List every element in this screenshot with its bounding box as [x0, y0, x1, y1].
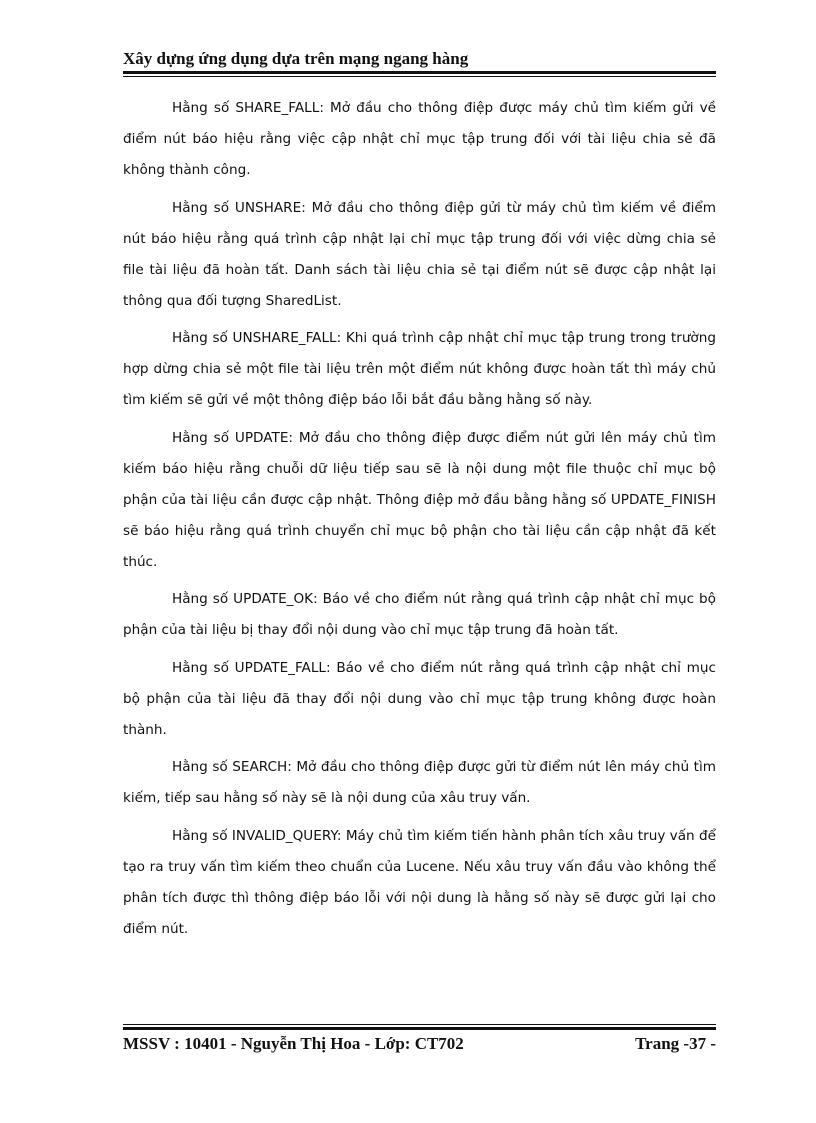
- paragraph-share-fall: Hằng số SHARE_FALL: Mở đầu cho thông điệp được máy chủ tìm kiếm gửi về điểm nút báo hiệu rằng việc cập nhật chỉ mục tập trung đối với tài liệu chia sẻ đã không thành công.: [123, 100, 716, 178]
- paragraph-update-ok: Hằng số UPDATE_OK: Báo về cho điểm nút rằng quá trình cập nhật chỉ mục bộ phận của tài liệu bị thay đổi nội dung vào chỉ mục tập trung đã hoàn tất.: [123, 591, 716, 638]
- paragraph-unshare: Hằng số UNSHARE: Mở đầu cho thông điệp gửi từ máy chủ tìm kiếm về điểm nút báo hiệu rằng quá trình cập nhật lại chỉ mục tập trung đối với việc dừng chia sẻ file tài liệu đã hoàn tất. Danh sách tài liệu chia sẻ tại điểm nút sẽ được cập nhật lại thông qua đối tượng SharedList.: [123, 199, 716, 309]
- header-rule-thick: [123, 71, 716, 74]
- footer-page-number: Trang -37 -: [635, 1034, 716, 1053]
- header-rule-thin: [123, 76, 716, 77]
- paragraph-unshare-fall: Hằng số UNSHARE_FALL: Khi quá trình cập nhật chỉ mục tập trung trong trường hợp dừng chia sẻ một file tài liệu trên một điểm nút không được hoàn tất thì máy chủ tìm kiếm sẽ gửi về một thông điệp báo lỗi bắt đầu bằng hằng số này.: [123, 330, 716, 408]
- page-header-title: Xây dựng ứng dụng dựa trên mạng ngang hàng: [123, 49, 469, 68]
- paragraph-update-fall: Hằng số UPDATE_FALL: Báo về cho điểm nút rằng quá trình cập nhật chỉ mục bộ phận của tài liệu đã thay đổi nội dung vào chỉ mục tập trung không được hoàn thành.: [123, 659, 716, 738]
- body-text: [123, 93, 716, 951]
- paragraph-invalid-query: Hằng số INVALID_QUERY: Máy chủ tìm kiếm tiến hành phân tích xâu truy vấn để tạo ra truy vấn tìm kiếm theo chuẩn của Lucene. Nếu xâu truy vấn đầu vào không thể phân tích được thì thông điệp báo lỗi với nội dung là hằng số này sẽ được gửi lại cho điểm nút.: [123, 827, 716, 937]
- footer-student-info: MSSV : 10401 - Nguyễn Thị Hoa - Lớp: CT702: [123, 1034, 464, 1053]
- paragraph-update: Hằng số UPDATE: Mở đầu cho thông điệp được điểm nút gửi lên máy chủ tìm kiếm báo hiệu rằng chuỗi dữ liệu tiếp sau sẽ là nội dung một file thuộc chỉ mục bộ phận của tài liệu cần được cập nhật. Thông điệp mở đầu bằng hằng số UPDATE_FINISH sẽ báo hiệu rằng quá trình chuyển chỉ mục bộ phận cho tài liệu cần cập nhật đã kết thúc.: [123, 429, 716, 570]
- paragraph-search: Hằng số SEARCH: Mở đầu cho thông điệp được gửi từ điểm nút lên máy chủ tìm kiếm, tiếp sau hằng số này sẽ là nội dung của xâu truy vấn.: [123, 759, 716, 806]
- footer-rule-thick: [123, 1027, 716, 1030]
- footer-rule-thin: [123, 1024, 716, 1025]
